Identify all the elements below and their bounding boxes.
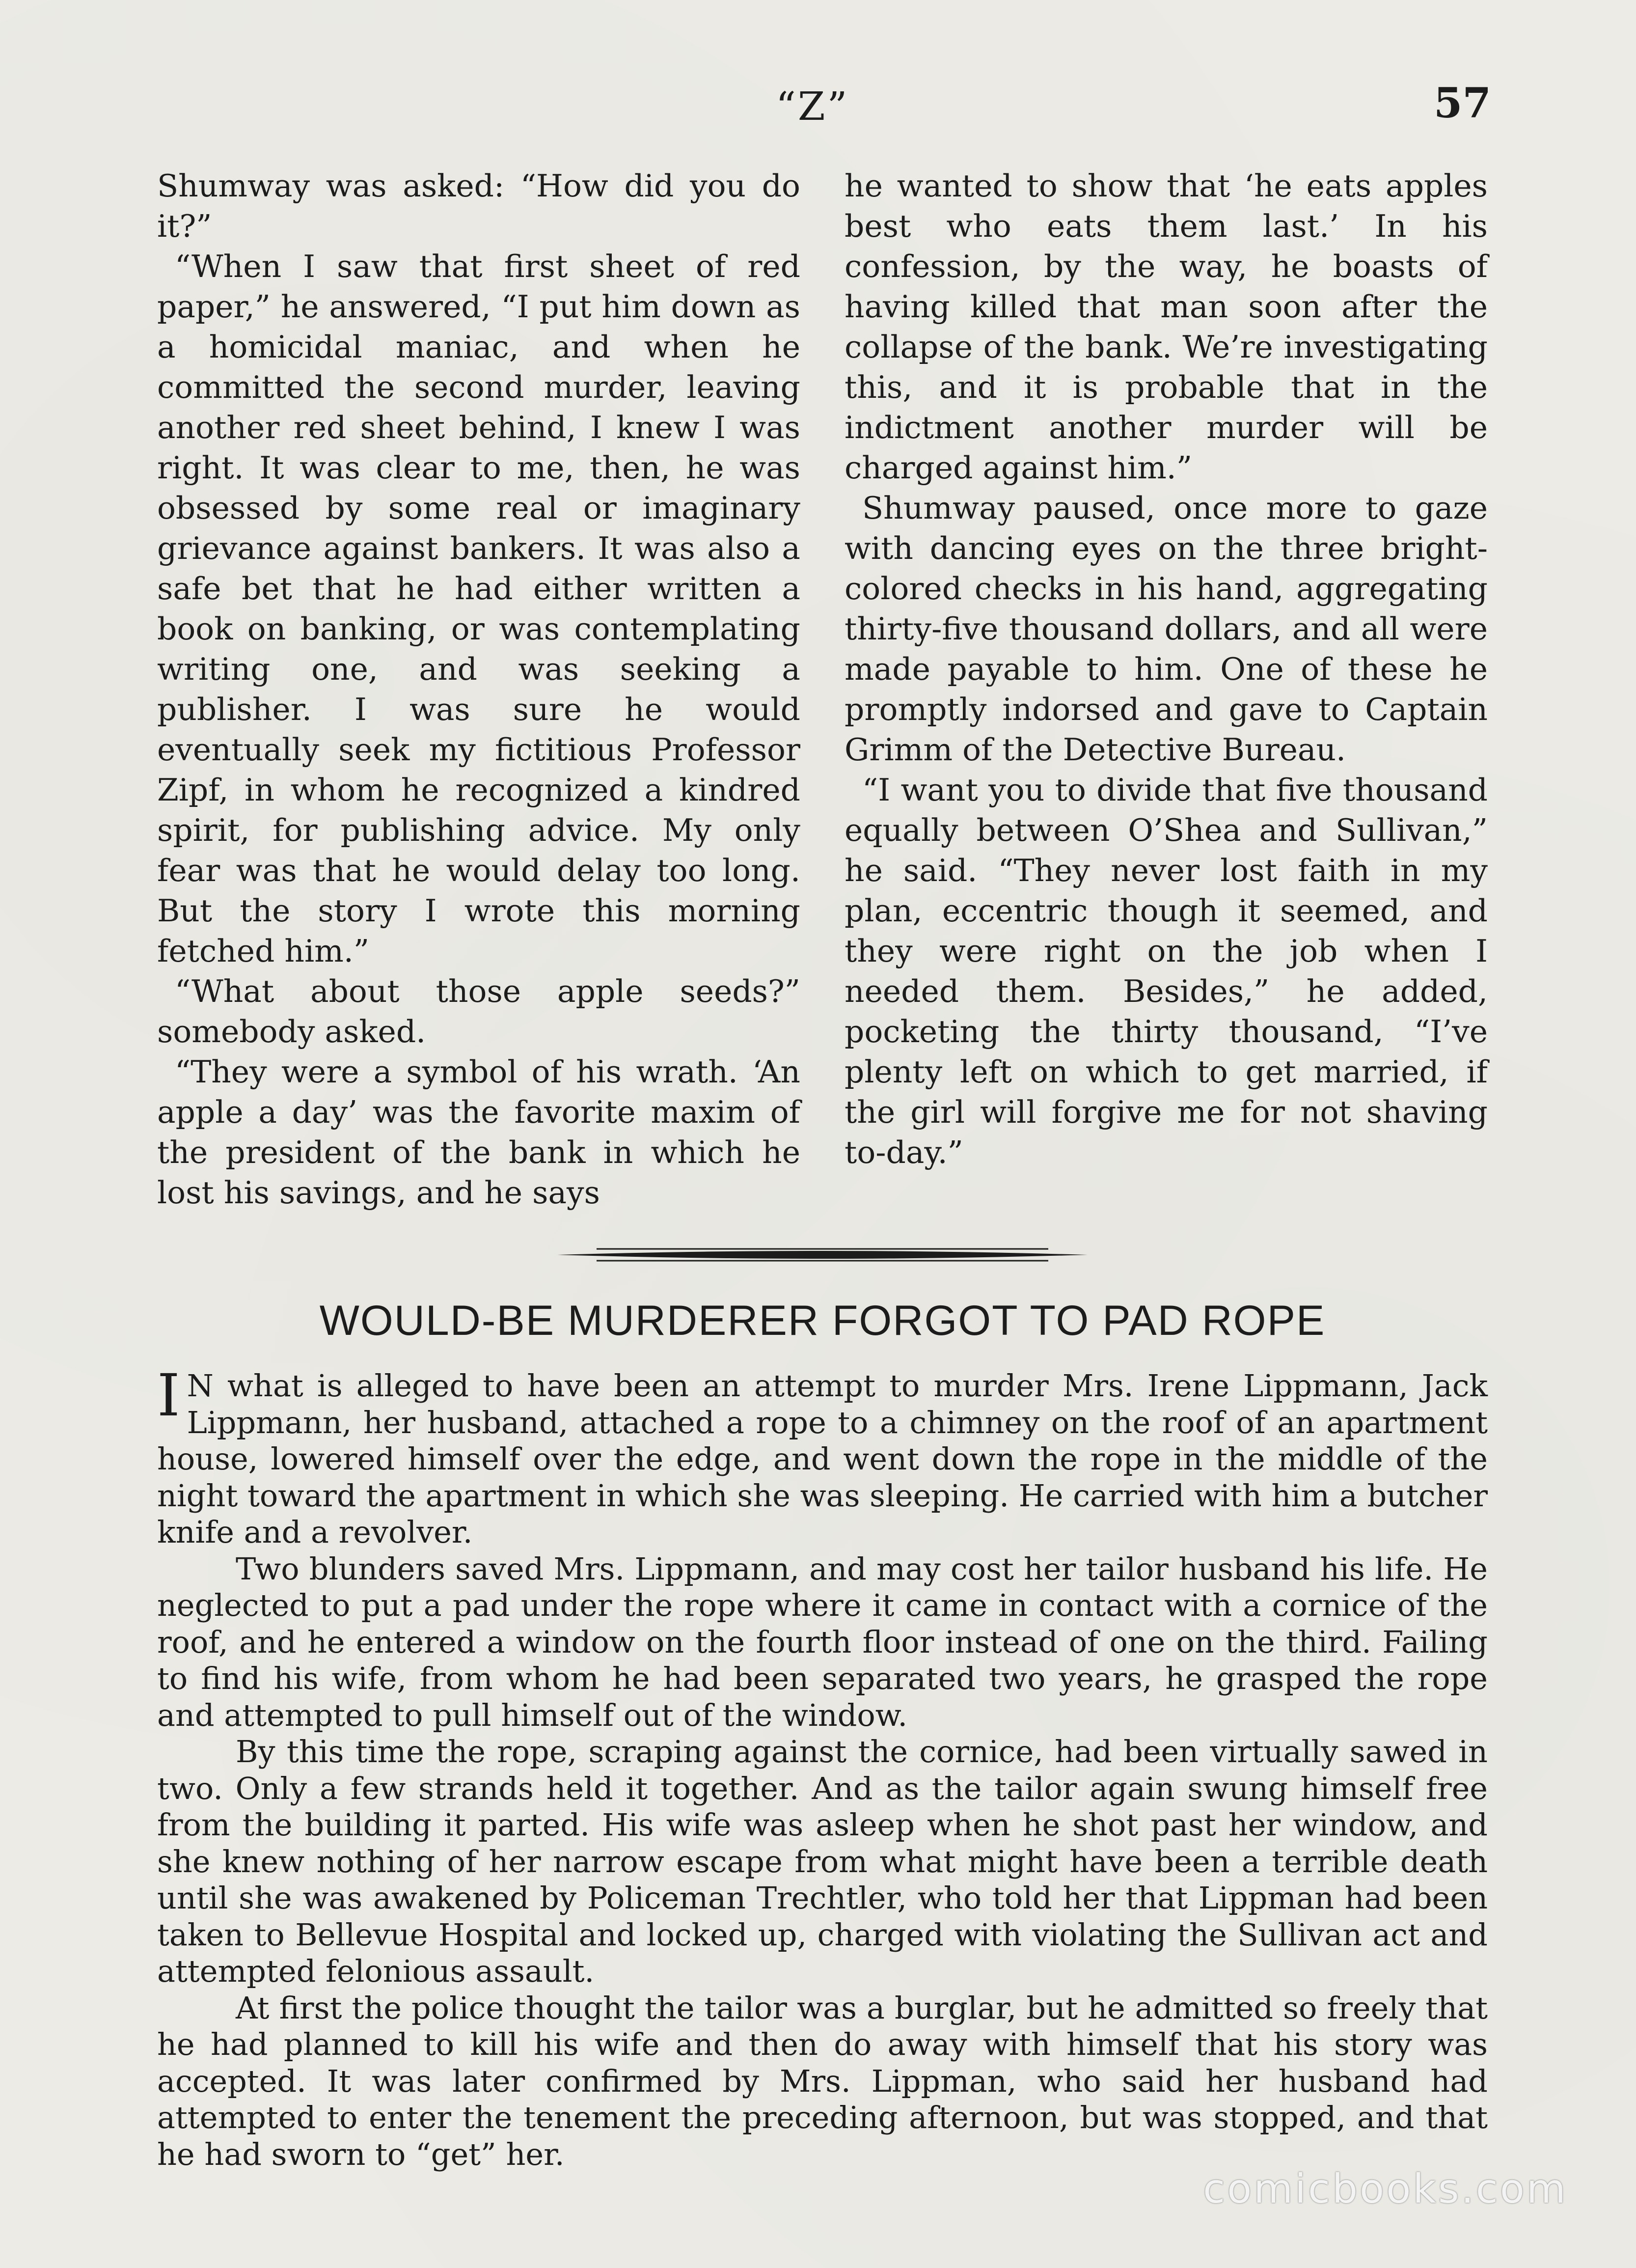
- left-paragraph-3: “What about those apple seeds?” somebody asked.: [157, 973, 800, 1050]
- right-paragraph-2: Shumway paused, once more to gaze with dancing eyes on the three bright-colored checks in his hand, aggregating thirty-five thousand dollars, and all were made payable to him. One of these he promptly indorsed and gave to Captain Grimm of the Detective Bureau.: [845, 490, 1488, 768]
- left-column: [157, 166, 800, 1213]
- article-paragraph-2: Two blunders saved Mrs. Lippmann, and may cost her tailor husband his life. He neglected to put a pad under the rope where it came in contact with a cornice of the roof, and he entered a window on the fourth floor instead of one on the third. Failing to find his wife, from whom he had been separated two years, he grasped the rope and attempted to pull himself out of the window.: [157, 1550, 1488, 1733]
- right-paragraph-3: “I want you to divide that five thousand equally between O’Shea and Sullivan,” he said. “They never lost faith in my plan, eccentric though it seemed, and they were right on the job when I needed them. Besides,” he added, pocketing the thirty thousand, “I’ve plenty left on which to get married, if the girl will forgive me for not shaving to-day.”: [845, 772, 1488, 1170]
- article-paragraph-3: By this time the rope, scraping against the cornice, had been virtually sawed in two. Only a few strands held it together. And as the tailor again swung himself free from the building it parted. His wife was asleep when he shot past her window, and she knew nothing of her narrow escape from what might have been a terrible death until she was awakened by Policeman Trechtler, who told her that Lippman had been taken to Bellevue Hospital and locked up, charged with violating the Sullivan act and attempted felonious assault.: [157, 1734, 1488, 1989]
- article-paragraph-1: [157, 1361, 1488, 1551]
- right-paragraph-1: he wanted to show that ‘he eats apples best who eats them last.’ In his confession, by the way, he boasts of having killed that man soon after the collapse of the bank. We’re investigating this, and it is probable that in the indictment another murder will be charged against him.”: [845, 168, 1488, 486]
- article-paragraph-4: At first the police thought the tailor was a burglar, but he admitted so freely that he had planned to kill his wife and then do away with himself that his story was accepted. It was later confirmed by Mrs. Lippman, who said her husband had attempted to enter the tenement the preceding afternoon, but was stopped, and that he had sworn to “get” her.: [157, 1990, 1488, 2172]
- left-paragraph-1: Shumway was asked: “How did you do it?”: [157, 168, 800, 244]
- drop-cap: I: [157, 1361, 180, 1429]
- story-columns: [157, 166, 1488, 1227]
- running-head: [0, 79, 1636, 138]
- article-title: WOULD-BE MURDERER FORGOT TO PAD ROPE: [319, 1297, 1326, 1344]
- left-paragraph-2: “When I saw that first sheet of red paper,” he answered, “I put him down as a homicidal maniac, and when he committed the second murder, leaving another red sheet behind, I knew I was right. It was clear to me, then, he was obsessed by some real or imaginary grievance against bankers. It was also a safe bet that he had either written a book on banking, or was contemplating writing one, and was seeking a publisher. I was sure he would eventually seek my fictitious Professor Zipf, in whom he recognized a kindred spirit, for publishing advice. My only fear was that he would delay too long. But the story I wrote this morning fetched him.”: [157, 249, 800, 969]
- article-paragraph-1-text: N what is alleged to have been an attempt to murder Mrs. Irene Lippmann, Jack Lippmann, her husband, attached a rope to a chimney on the roof of an apartment house, lowered himself over the edge, and went down the rope in the middle of the night toward the apartment in which she was sleeping. He carried with him a butcher knife and a revolver.: [157, 1368, 1488, 1550]
- watermark-logo: comicbooks.com: [1203, 2166, 1568, 2213]
- article-body: [157, 1361, 1488, 2173]
- section-divider: [557, 1245, 1088, 1265]
- page-number: 57: [1434, 79, 1491, 127]
- right-column: [845, 166, 1488, 1173]
- running-title: “Z”: [776, 83, 849, 129]
- left-paragraph-4: “They were a symbol of his wrath. ‘An apple a day’ was the favorite maxim of the president of the bank in which he lost his savings, and he says: [157, 1054, 800, 1211]
